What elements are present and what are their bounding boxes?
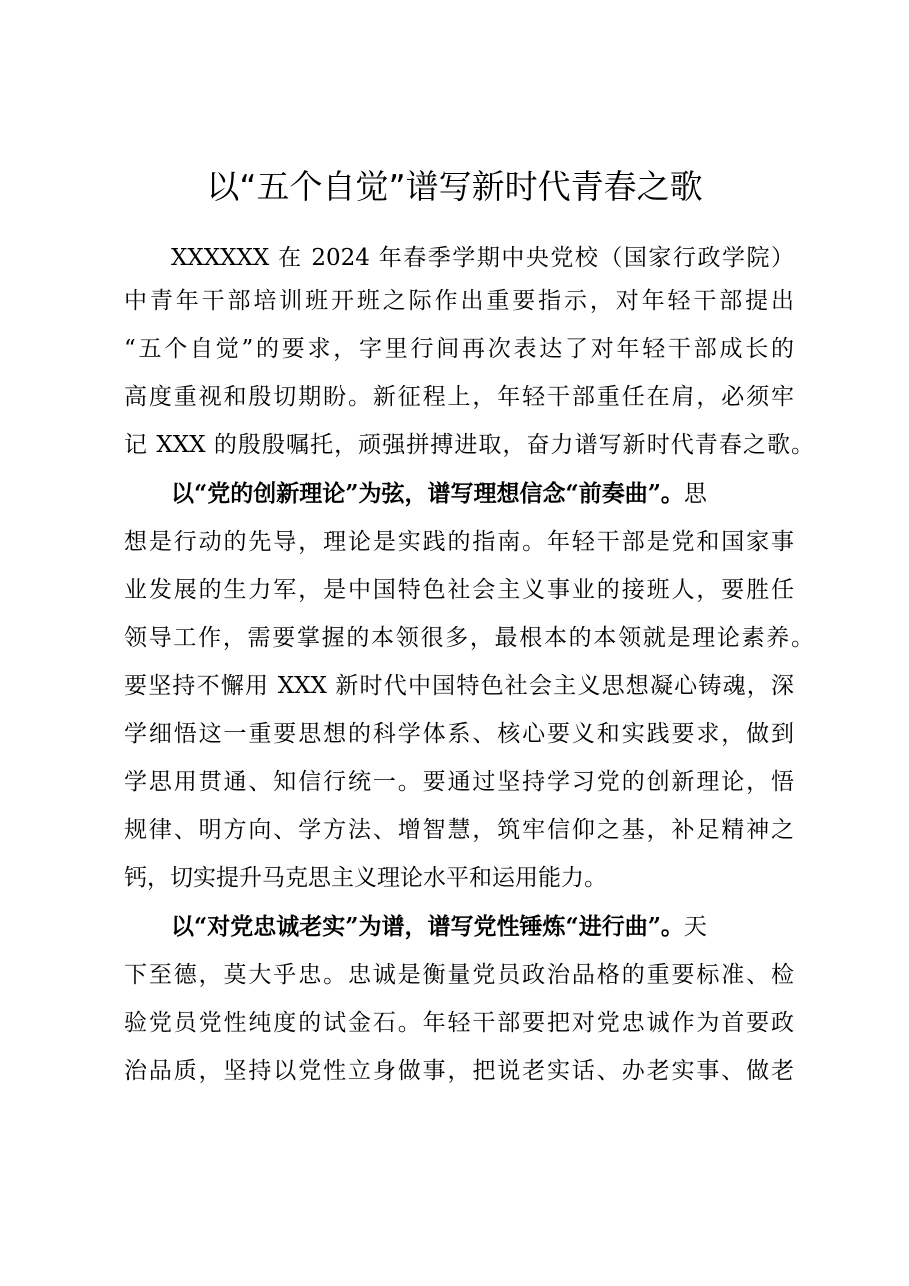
paragraph-3-bold-lead: 以“对党忠诚老实”为谱，谱写党性锤炼“进行曲”。 [171, 913, 684, 940]
paragraph-2-line-2: 想是行动的先导，理论是实践的指南。年轻干部是党和国家事 [124, 529, 794, 555]
paragraph-3-lead-tail: 天 [683, 914, 707, 940]
paragraph-2-line-9: 钙，切实提升马克思主义理论水平和运用能力。 [124, 865, 607, 891]
paragraph-3-line-4: 治品质，坚持以党性立身做事，把说老实话、办老实事、做老 [124, 1058, 794, 1084]
paragraph-2-line-7: 学思用贯通、知信行统一。要通过坚持学习党的创新理论，悟 [124, 769, 794, 795]
paragraph-1-line-5: 记 XXX 的殷殷嘱托，顽强拼搏进取，奋力谱写新时代青春之歌。 [124, 432, 814, 458]
paragraph-2-line-4: 领导工作，需要掌握的本领很多，最根本的本领就是理论素养。 [124, 625, 814, 651]
paragraph-2-line-6: 学细悟这一重要思想的科学体系、核心要义和实践要求，做到 [124, 721, 794, 747]
paragraph-1-line-1: XXXXXX 在 2024 年春季学期中央党校（国家行政学院） [171, 245, 794, 271]
paragraph-2-bold-lead: 以“党的创新理论”为弦，谱写理想信念“前奏曲”。 [171, 480, 684, 507]
paragraph-2-line-3: 业发展的生力军，是中国特色社会主义事业的接班人，要胜任 [124, 577, 794, 603]
paragraph-1-line-3: “五个自觉”的要求，字里行间再次表达了对年轻干部成长的 [124, 336, 794, 362]
paragraph-3-heading [171, 907, 731, 947]
paragraph-3-line-3: 验党员党性纯度的试金石。年轻干部要把对党忠诚作为首要政 [124, 1010, 794, 1036]
paragraph-2-line-8: 规律、明方向、学方法、增智慧，筑牢信仰之基，补足精神之 [124, 817, 794, 843]
paragraph-1-line-4: 高度重视和殷切期盼。新征程上，年轻干部重任在肩，必须牢 [124, 384, 794, 410]
paragraph-3-line-2: 下至德，莫大乎忠。忠诚是衡量党员政治品格的重要标准、检 [124, 962, 794, 988]
document-title: 以“五个自觉”谱写新时代青春之歌 [206, 167, 703, 206]
paragraph-2-lead-tail: 思 [683, 481, 707, 507]
paragraph-2-line-5: 要坚持不懈用 XXX 新时代中国特色社会主义思想凝心铸魂，深 [124, 673, 794, 699]
paragraph-2-heading [171, 474, 731, 514]
paragraph-1-line-2: 中青年干部培训班开班之际作出重要指示，对年轻干部提出 [124, 288, 794, 314]
